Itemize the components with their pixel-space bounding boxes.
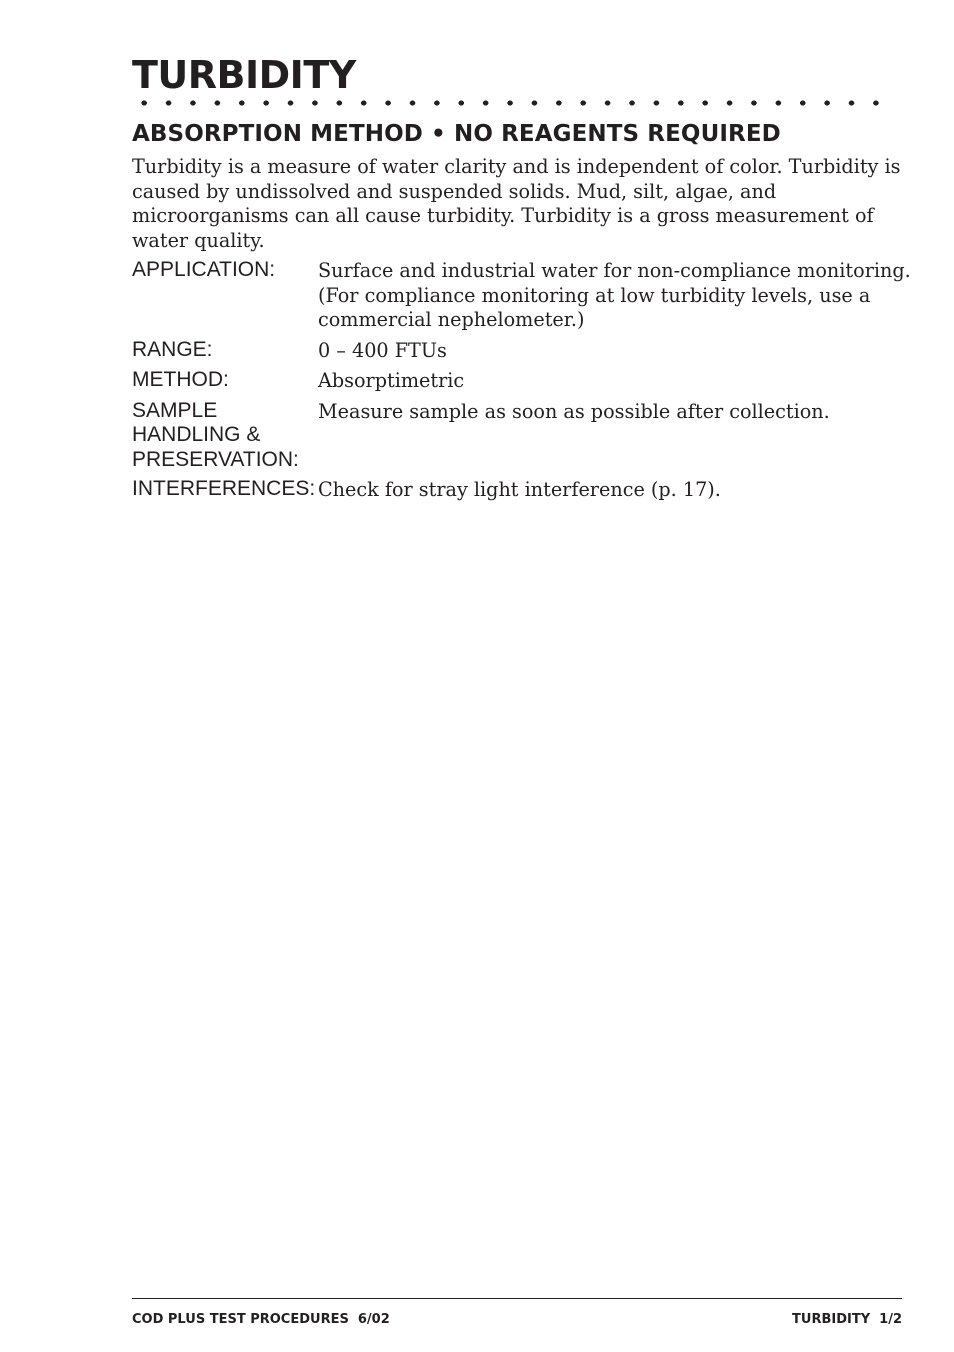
intro-paragraph: Turbidity is a measure of water clarity and is independent of color. Turbidity is caused by undissolved and suspended solids. Mud, silt, algae, and microorganisms can all cause turbidity. Turbidity is a gross measurement of water quality. [132, 155, 901, 252]
method-subtitle: ABSORPTION METHOD • NO REAGENTS REQUIRED [132, 121, 781, 147]
spec-label: METHOD: [132, 368, 229, 391]
spec-value: Surface and industrial water for non-compliance monitoring. (For compliance monitoring at low turbidity levels, use a commercial nephelometer.) [318, 259, 911, 331]
spec-value: 0 – 400 FTUs [318, 338, 447, 362]
spec-value: Measure sample as soon as possible after collection. [318, 399, 830, 423]
spec-value: Check for stray light interference (p. 17). [318, 478, 721, 501]
spec-row-interferences [132, 477, 922, 503]
spec-label: SAMPLE HANDLING & PRESERVATION: [132, 398, 299, 471]
dotted-divider [132, 100, 884, 106]
spec-row-application [132, 258, 922, 333]
spec-list [132, 258, 922, 508]
spec-value: Absorptimetric [318, 369, 465, 392]
spec-row-range [132, 338, 922, 364]
spec-label: RANGE: [132, 337, 213, 361]
spec-row-method [132, 368, 922, 394]
footer-document-title: COD PLUS TEST PROCEDURES 6/02 [132, 1312, 390, 1327]
spec-label: INTERFERENCES: [132, 477, 316, 500]
spec-label: APPLICATION: [132, 258, 276, 281]
page-title: TURBIDITY [132, 53, 356, 97]
spec-row-sample-handling [132, 399, 922, 473]
footer-divider [132, 1298, 902, 1299]
footer-page-number: TURBIDITY 1/2 [792, 1312, 902, 1327]
